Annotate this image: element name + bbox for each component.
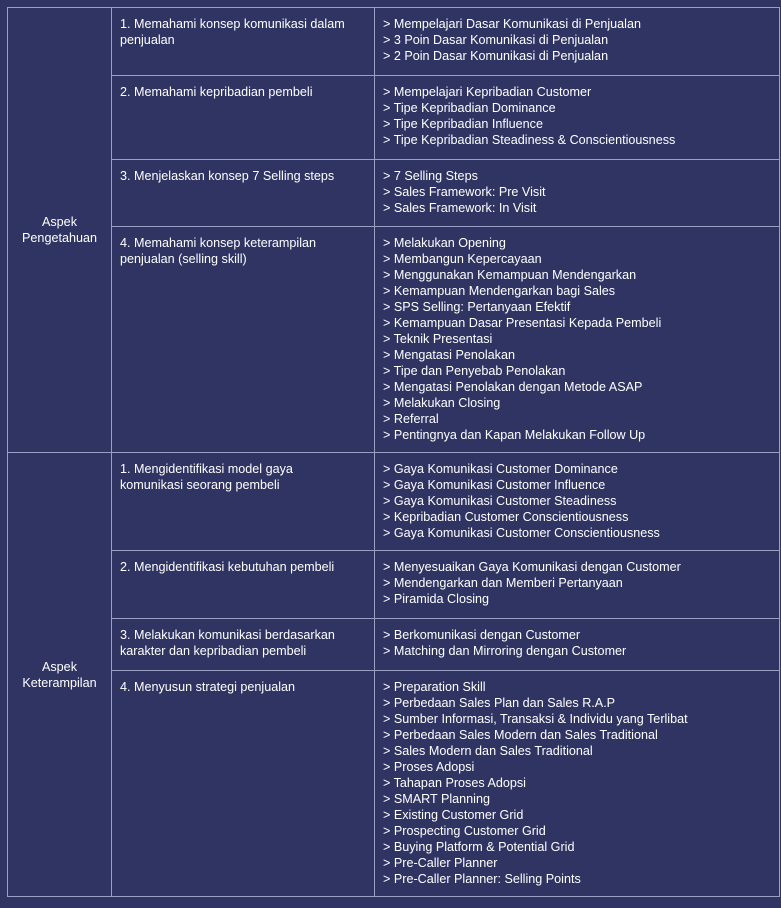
topic-item-line: > Proses Adopsi (383, 760, 475, 774)
curriculum-table (7, 7, 780, 897)
topic-item-line: > Tipe dan Penyebab Penolakan (383, 364, 566, 378)
objective-text-line: 1. Memahami konsep komunikasi dalam (120, 17, 345, 31)
topic-item-line: > Kepribadian Customer Conscientiousness (383, 510, 629, 524)
topic-item-line: > Gaya Komunikasi Customer Conscientiousness (383, 526, 660, 540)
objective-text-line: 2. Mengidentifikasi kebutuhan pembeli (120, 560, 335, 574)
topic-item-line: > Perbedaan Sales Modern dan Sales Traditional (383, 728, 658, 742)
topic-item-line: > Tipe Kepribadian Dominance (383, 101, 556, 115)
aspect-label-line: Aspek (41, 215, 77, 229)
topic-item-line: > Tahapan Proses Adopsi (383, 776, 526, 790)
aspect-label-line: Pengetahuan (22, 231, 97, 245)
topic-item-line: > Melakukan Closing (383, 396, 501, 410)
topic-item-line: > Mengatasi Penolakan (383, 348, 515, 362)
topic-item-line: > Sales Modern dan Sales Traditional (383, 744, 593, 758)
topic-item-line: > 2 Poin Dasar Komunikasi di Penjualan (383, 49, 609, 63)
topic-item-line: > SPS Selling: Pertanyaan Efektif (383, 300, 571, 314)
topic-item-line: > Sumber Informasi, Transaksi & Individu yang Terlibat (383, 712, 688, 726)
topic-item-line: > 7 Selling Steps (383, 169, 478, 183)
objective-cell (112, 551, 375, 619)
topic-item-line: > Perbedaan Sales Plan dan Sales R.A.P (383, 696, 616, 710)
aspect-cell (8, 453, 112, 897)
topic-item-line: > Referral (383, 412, 439, 426)
topic-item-line: > Gaya Komunikasi Customer Steadiness (383, 494, 617, 508)
topic-item-line: > Teknik Presentasi (383, 332, 493, 346)
topic-item-line: > Melakukan Opening (383, 236, 506, 250)
objective-cell (112, 76, 375, 160)
topic-item-line: > Matching dan Mirroring dengan Customer (383, 644, 627, 658)
table-row (8, 160, 780, 227)
topic-item-line: > Pre-Caller Planner: Selling Points (383, 872, 581, 886)
table-row (8, 619, 780, 671)
objective-cell (112, 453, 375, 551)
topic-item-line: > 3 Poin Dasar Komunikasi di Penjualan (383, 33, 609, 47)
objective-text-line: 3. Melakukan komunikasi berdasarkan (120, 628, 335, 642)
topic-item-line: > Gaya Komunikasi Customer Influence (383, 478, 606, 492)
objective-cell (112, 160, 375, 227)
topic-item-line: > Mempelajari Dasar Komunikasi di Penjualan (383, 17, 641, 31)
topics-cell (375, 619, 780, 671)
aspect-cell (8, 8, 112, 453)
objective-cell (112, 619, 375, 671)
topic-item-line: > Mempelajari Kepribadian Customer (383, 85, 592, 99)
topic-item-line: > Kemampuan Mendengarkan bagi Sales (383, 284, 616, 298)
objective-text-line: komunikasi seorang pembeli (120, 478, 280, 492)
objective-text-line: 3. Menjelaskan konsep 7 Selling steps (120, 169, 335, 183)
objective-text-line: 1. Mengidentifikasi model gaya (120, 462, 293, 476)
objective-text-line: 2. Memahami kepribadian pembeli (120, 85, 313, 99)
topic-item-line: > Mendengarkan dan Memberi Pertanyaan (383, 576, 623, 590)
topic-item-line: > Kemampuan Dasar Presentasi Kepada Pembeli (383, 316, 662, 330)
objective-cell (112, 8, 375, 76)
objective-cell (112, 671, 375, 897)
topic-item-line: > Gaya Komunikasi Customer Dominance (383, 462, 618, 476)
objective-text-line: 4. Menyusun strategi penjualan (120, 680, 296, 694)
table-row (8, 227, 780, 453)
topics-cell (375, 671, 780, 897)
topic-item-line: > Menggunakan Kemampuan Mendengarkan (383, 268, 637, 282)
topic-item-line: > Mengatasi Penolakan dengan Metode ASAP (383, 380, 643, 394)
topic-item-line: > Piramida Closing (383, 592, 490, 606)
topic-item-line: > Pentingnya dan Kapan Melakukan Follow Up (383, 428, 646, 442)
objective-text-line: karakter dan kepribadian pembeli (120, 644, 307, 658)
table-row (8, 551, 780, 619)
topics-cell (375, 453, 780, 551)
topic-item-line: > Buying Platform & Potential Grid (383, 840, 575, 854)
curriculum-table-body (8, 8, 780, 897)
topics-cell (375, 551, 780, 619)
table-row (8, 453, 780, 551)
aspect-label-line: Aspek (41, 659, 77, 674)
objective-cell (112, 227, 375, 453)
topic-item-line: > Membangun Kepercayaan (383, 252, 542, 266)
topic-item-line: > Existing Customer Grid (383, 808, 524, 822)
topic-item-line: > Prospecting Customer Grid (383, 824, 546, 838)
topics-cell (375, 160, 780, 227)
topic-item-line: > Sales Framework: In Visit (383, 201, 537, 215)
topics-cell (375, 76, 780, 160)
objective-text-line: 4. Memahami konsep keterampilan (120, 236, 316, 250)
table-row (8, 76, 780, 160)
aspect-label-line: Keterampilan (22, 675, 97, 690)
table-row (8, 8, 780, 76)
topic-item-line: > Tipe Kepribadian Steadiness & Conscientiousness (383, 133, 676, 147)
topic-item-line: > Pre-Caller Planner (383, 856, 498, 870)
topics-cell (375, 227, 780, 453)
topics-cell (375, 8, 780, 76)
topic-item-line: > Menyesuaikan Gaya Komunikasi dengan Customer (383, 560, 681, 574)
topic-item-line: > Berkomunikasi dengan Customer (383, 628, 581, 642)
topic-item-line: > Preparation Skill (383, 680, 486, 694)
objective-text-line: penjualan (120, 33, 175, 47)
topic-item-line: > Sales Framework: Pre Visit (383, 185, 546, 199)
topic-item-line: > SMART Planning (383, 792, 490, 806)
topic-item-line: > Tipe Kepribadian Influence (383, 117, 543, 131)
table-row (8, 671, 780, 897)
objective-text-line: penjualan (selling skill) (120, 252, 247, 266)
